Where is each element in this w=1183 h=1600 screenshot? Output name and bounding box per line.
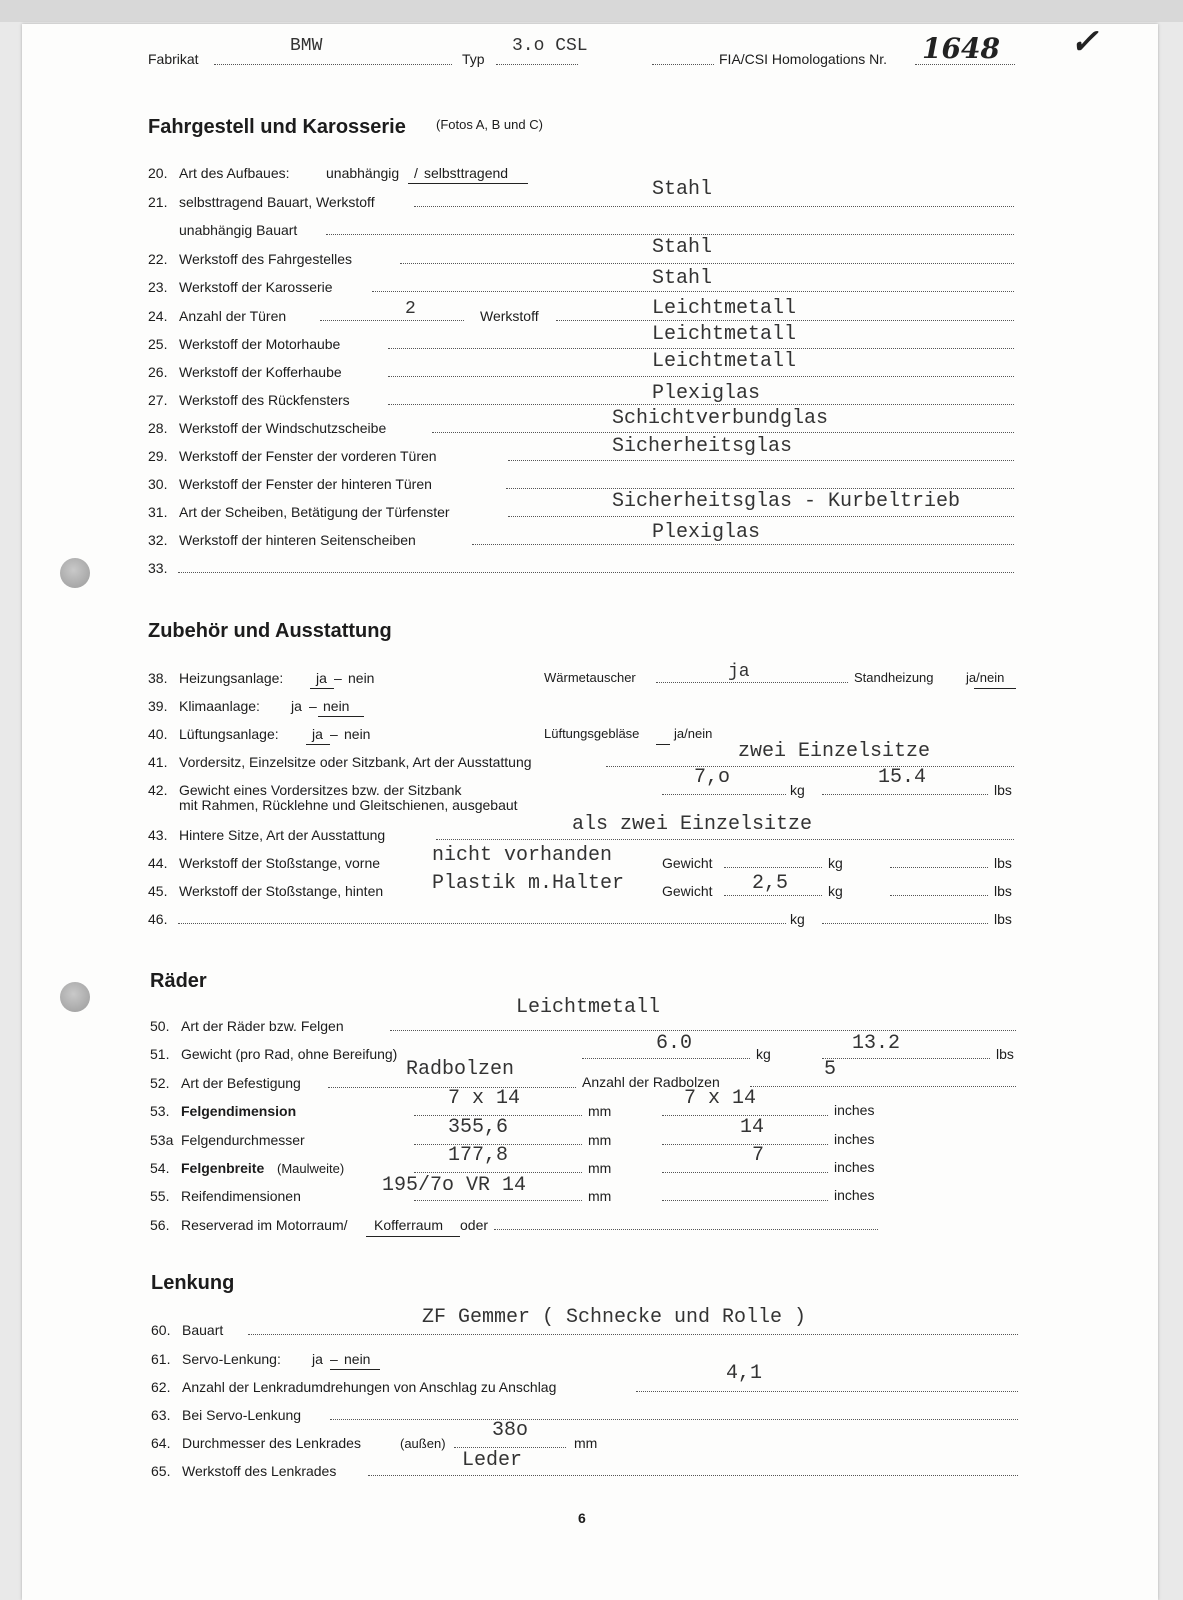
row-53a-inches: inches (834, 1131, 875, 1147)
row-53-inch-value: 7 x 14 (684, 1087, 757, 1110)
row-64-mm: mm (574, 1435, 598, 1451)
row-45-gewicht: Gewicht (662, 883, 713, 899)
row-24-number: 24. (148, 308, 168, 324)
row-44-value: nicht vorhanden (432, 844, 613, 867)
row-22-value: Stahl (652, 236, 713, 259)
row-64-label-note: (außen) (400, 1436, 446, 1451)
row-28-label: Werkstoff der Windschutzscheibe (179, 420, 387, 436)
row-21-number: 21. (148, 194, 168, 210)
row-38-number: 38. (148, 670, 168, 686)
row-52-label: Art der Befestigung (181, 1075, 301, 1091)
row-27-label: Werkstoff des Rückfensters (179, 392, 350, 408)
row-52-label-2: Anzahl der Radbolzen (582, 1074, 720, 1090)
typ-label: Typ (462, 51, 485, 67)
row-42-lbs: lbs (994, 782, 1012, 798)
row-64-number: 64. (151, 1435, 171, 1451)
row-65-number: 65. (151, 1463, 171, 1479)
row-31-value: Sicherheitsglas - Kurbeltrieb (612, 490, 961, 513)
row-38-label-3: Standheizung (854, 670, 934, 685)
row-56-label-b: Kofferraum (374, 1217, 443, 1233)
row-56-number: 56. (150, 1217, 170, 1233)
row-30-label: Werkstoff der Fenster der hinteren Türen (179, 476, 432, 492)
row-53-label: Felgendimension (181, 1103, 297, 1119)
row-38-dash: – (334, 670, 342, 686)
row-43-number: 43. (148, 827, 168, 843)
row-55-number: 55. (150, 1188, 170, 1204)
row-40-label: Lüftungsanlage: (179, 726, 279, 742)
row-53a-number: 53a (150, 1132, 174, 1148)
row-40-nein: nein (344, 726, 371, 742)
row-23-value: Stahl (652, 267, 713, 290)
homologation-label: FIA/CSI Homologations Nr. (719, 51, 888, 67)
row-55-mm-value: 195/7o VR 14 (382, 1174, 527, 1197)
row-21b-label: unabhängig Bauart (179, 222, 298, 238)
punch-hole-lower (60, 982, 90, 1012)
row-51-kg-value: 6.0 (656, 1032, 693, 1055)
row-50-label: Art der Räder bzw. Felgen (181, 1018, 344, 1034)
row-45-kg: kg (828, 883, 843, 899)
row-63-number: 63. (151, 1407, 171, 1423)
row-38-value-2: ja (728, 662, 750, 682)
row-54-inch-value: 7 (752, 1144, 765, 1167)
row-42-label-line-2: mit Rahmen, Rücklehne und Gleitschienen, ausgebaut (179, 797, 518, 813)
row-21-value: Stahl (652, 178, 713, 201)
row-20-option-1: unabhängig (326, 165, 400, 181)
homologation-number: 1648 (922, 32, 1000, 65)
row-44-gewicht: Gewicht (662, 855, 713, 871)
row-53-inches: inches (834, 1102, 875, 1118)
row-60-label: Bauart (182, 1322, 224, 1338)
row-65-label: Werkstoff des Lenkrades (182, 1463, 337, 1479)
row-27-value: Plexiglas (652, 382, 761, 405)
row-38-option-3: ja/nein (966, 670, 1005, 685)
row-26-value: Leichtmetall (652, 350, 797, 373)
section-title-accessories: Zubehör und Ausstattung (148, 620, 392, 642)
row-24-doors: 2 (405, 299, 416, 319)
row-44-number: 44. (148, 855, 168, 871)
row-61-dash: – (330, 1351, 338, 1367)
row-20-slash: / (414, 165, 418, 181)
row-62-label: Anzahl der Lenkradumdrehungen von Anschlag zu Anschlag (182, 1379, 557, 1395)
document-page (22, 24, 1158, 1600)
row-51-lbs: lbs (996, 1046, 1014, 1062)
row-20-option-2: selbsttragend (424, 165, 509, 181)
row-53a-label: Felgendurchmesser (181, 1132, 305, 1148)
row-61-ja: ja (312, 1351, 323, 1367)
row-39-nein: nein (323, 698, 350, 714)
row-61-nein: nein (344, 1351, 371, 1367)
row-38-nein: nein (348, 670, 375, 686)
row-46-lbs: lbs (994, 911, 1012, 927)
row-64-value: 38o (492, 1419, 529, 1442)
row-41-number: 41. (148, 754, 168, 770)
row-39-ja: ja (291, 698, 302, 714)
row-63-label: Bei Servo-Lenkung (182, 1407, 302, 1423)
row-38-ja: ja (316, 670, 327, 686)
section-title-wheels: Räder (150, 970, 207, 992)
section-note-chassis: (Fotos A, B und C) (436, 117, 543, 132)
row-64-label: Durchmesser des Lenkrades (182, 1435, 361, 1451)
row-56-label-c: oder (460, 1217, 489, 1233)
row-44-lbs: lbs (994, 855, 1012, 871)
row-23-label: Werkstoff der Karosserie (179, 279, 333, 295)
row-51-label: Gewicht (pro Rad, ohne Bereifung) (181, 1046, 398, 1062)
section-title-chassis: Fahrgestell und Karosserie (148, 116, 406, 138)
row-41-value: zwei Einzelsitze (738, 740, 931, 763)
row-51-lbs-value: 13.2 (852, 1032, 901, 1055)
row-50-number: 50. (150, 1018, 170, 1034)
row-55-label: Reifendimensionen (181, 1188, 301, 1204)
row-20-label: Art des Aufbaues: (179, 165, 290, 181)
row-46-number: 46. (148, 911, 168, 927)
row-53-mm: mm (588, 1103, 612, 1119)
row-22-label: Werkstoff des Fahrgestelles (179, 251, 353, 267)
row-56-label-a: Reserverad im Motorraum/ (181, 1217, 348, 1233)
check-mark: ✓ (1070, 22, 1099, 62)
row-46-kg: kg (790, 911, 805, 927)
row-26-label: Werkstoff der Kofferhaube (179, 364, 342, 380)
row-60-number: 60. (151, 1322, 171, 1338)
row-23-number: 23. (148, 279, 168, 295)
row-38-label-2: Wärmetauscher (544, 670, 636, 685)
row-52-number: 52. (150, 1075, 170, 1091)
row-28-value: Schichtverbundglas (612, 407, 829, 430)
row-45-lbs: lbs (994, 883, 1012, 899)
fabrikat-label: Fabrikat (148, 51, 199, 67)
row-44-kg: kg (828, 855, 843, 871)
row-54-inches: inches (834, 1159, 875, 1175)
row-20-underline (408, 183, 528, 184)
row-42-number: 42. (148, 782, 168, 798)
row-52-value: Radbolzen (406, 1058, 515, 1081)
row-54-mm-value: 177,8 (448, 1144, 509, 1167)
row-32-label: Werkstoff der hinteren Seitenscheiben (179, 532, 416, 548)
punch-hole-upper (60, 558, 90, 588)
row-39-number: 39. (148, 698, 168, 714)
row-43-label: Hintere Sitze, Art der Ausstattung (179, 827, 386, 843)
row-27-number: 27. (148, 392, 168, 408)
row-55-mm: mm (588, 1188, 612, 1204)
row-30-number: 30. (148, 476, 168, 492)
row-24-value: Leichtmetall (652, 297, 797, 320)
row-53a-inch-value: 14 (740, 1116, 765, 1139)
row-51-kg: kg (756, 1046, 771, 1062)
row-60-value: ZF Gemmer ( Schnecke und Rolle ) (422, 1306, 807, 1329)
row-38-label: Heizungsanlage: (179, 670, 284, 686)
row-43-value: als zwei Einzelsitze (572, 813, 813, 836)
row-25-number: 25. (148, 336, 168, 352)
row-31-label: Art der Scheiben, Betätigung der Türfenster (179, 504, 450, 520)
row-45-value: Plastik m.Halter (432, 872, 625, 895)
row-22-number: 22. (148, 251, 168, 267)
row-21-label: selbsttragend Bauart, Werkstoff (179, 194, 375, 210)
row-26-number: 26. (148, 364, 168, 380)
row-40-label-2: Lüftungsgebläse (544, 726, 640, 741)
row-40-number: 40. (148, 726, 168, 742)
row-53a-mm: mm (588, 1132, 612, 1148)
row-40-ja: ja (312, 726, 323, 742)
row-31-number: 31. (148, 504, 168, 520)
page-number: 6 (578, 1510, 586, 1526)
row-50-value: Leichtmetall (516, 996, 661, 1019)
row-25-value: Leichtmetall (652, 323, 797, 346)
row-45-number: 45. (148, 883, 168, 899)
row-52-value-2: 5 (824, 1058, 837, 1081)
row-32-value: Plexiglas (652, 521, 761, 544)
row-41-label: Vordersitz, Einzelsitze oder Sitzbank, Art der Ausstattung (179, 754, 532, 770)
row-29-number: 29. (148, 448, 168, 464)
typ-value: 3.o CSL (512, 36, 588, 56)
fabrikat-value: BMW (290, 36, 323, 56)
row-32-number: 32. (148, 532, 168, 548)
row-40-option-2: ja/nein (674, 726, 713, 741)
row-54-mm: mm (588, 1160, 612, 1176)
row-45-kg-value: 2,5 (752, 872, 789, 895)
top-band (0, 0, 1183, 22)
row-61-number: 61. (151, 1351, 171, 1367)
row-53a-mm-value: 355,6 (448, 1116, 509, 1139)
row-39-label: Klimaanlage: (179, 698, 260, 714)
row-54-label: Felgenbreite (181, 1160, 265, 1176)
row-61-label: Servo-Lenkung: (182, 1351, 281, 1367)
row-42-label: Gewicht eines Vordersitzes bzw. der Sitzbank (179, 782, 462, 798)
row-55-inches: inches (834, 1187, 875, 1203)
row-33-number: 33. (148, 560, 168, 576)
row-62-value: 4,1 (726, 1362, 763, 1385)
row-53-mm-value: 7 x 14 (448, 1087, 521, 1110)
row-24-label: Anzahl der Türen (179, 308, 287, 324)
row-20-number: 20. (148, 165, 168, 181)
row-62-number: 62. (151, 1379, 171, 1395)
row-44-label: Werkstoff der Stoßstange, vorne (179, 855, 381, 871)
row-42-kg: kg (790, 782, 805, 798)
row-39-dash: – (309, 698, 317, 714)
row-29-value: Sicherheitsglas (612, 435, 793, 458)
row-28-number: 28. (148, 420, 168, 436)
row-54-number: 54. (150, 1160, 170, 1176)
row-42-kg-value: 7,o (694, 766, 731, 789)
row-65-value: Leder (462, 1449, 523, 1472)
row-42-lbs-value: 15.4 (878, 766, 927, 789)
row-53-number: 53. (150, 1103, 170, 1119)
row-29-label: Werkstoff der Fenster der vorderen Türen (179, 448, 437, 464)
row-40-dash: – (330, 726, 338, 742)
row-25-label: Werkstoff der Motorhaube (179, 336, 341, 352)
row-24-label-2: Werkstoff (480, 308, 539, 324)
section-title-steering: Lenkung (151, 1272, 235, 1294)
row-45-label: Werkstoff der Stoßstange, hinten (179, 883, 384, 899)
row-54-label-note: (Maulweite) (277, 1161, 345, 1176)
row-51-number: 51. (150, 1046, 170, 1062)
